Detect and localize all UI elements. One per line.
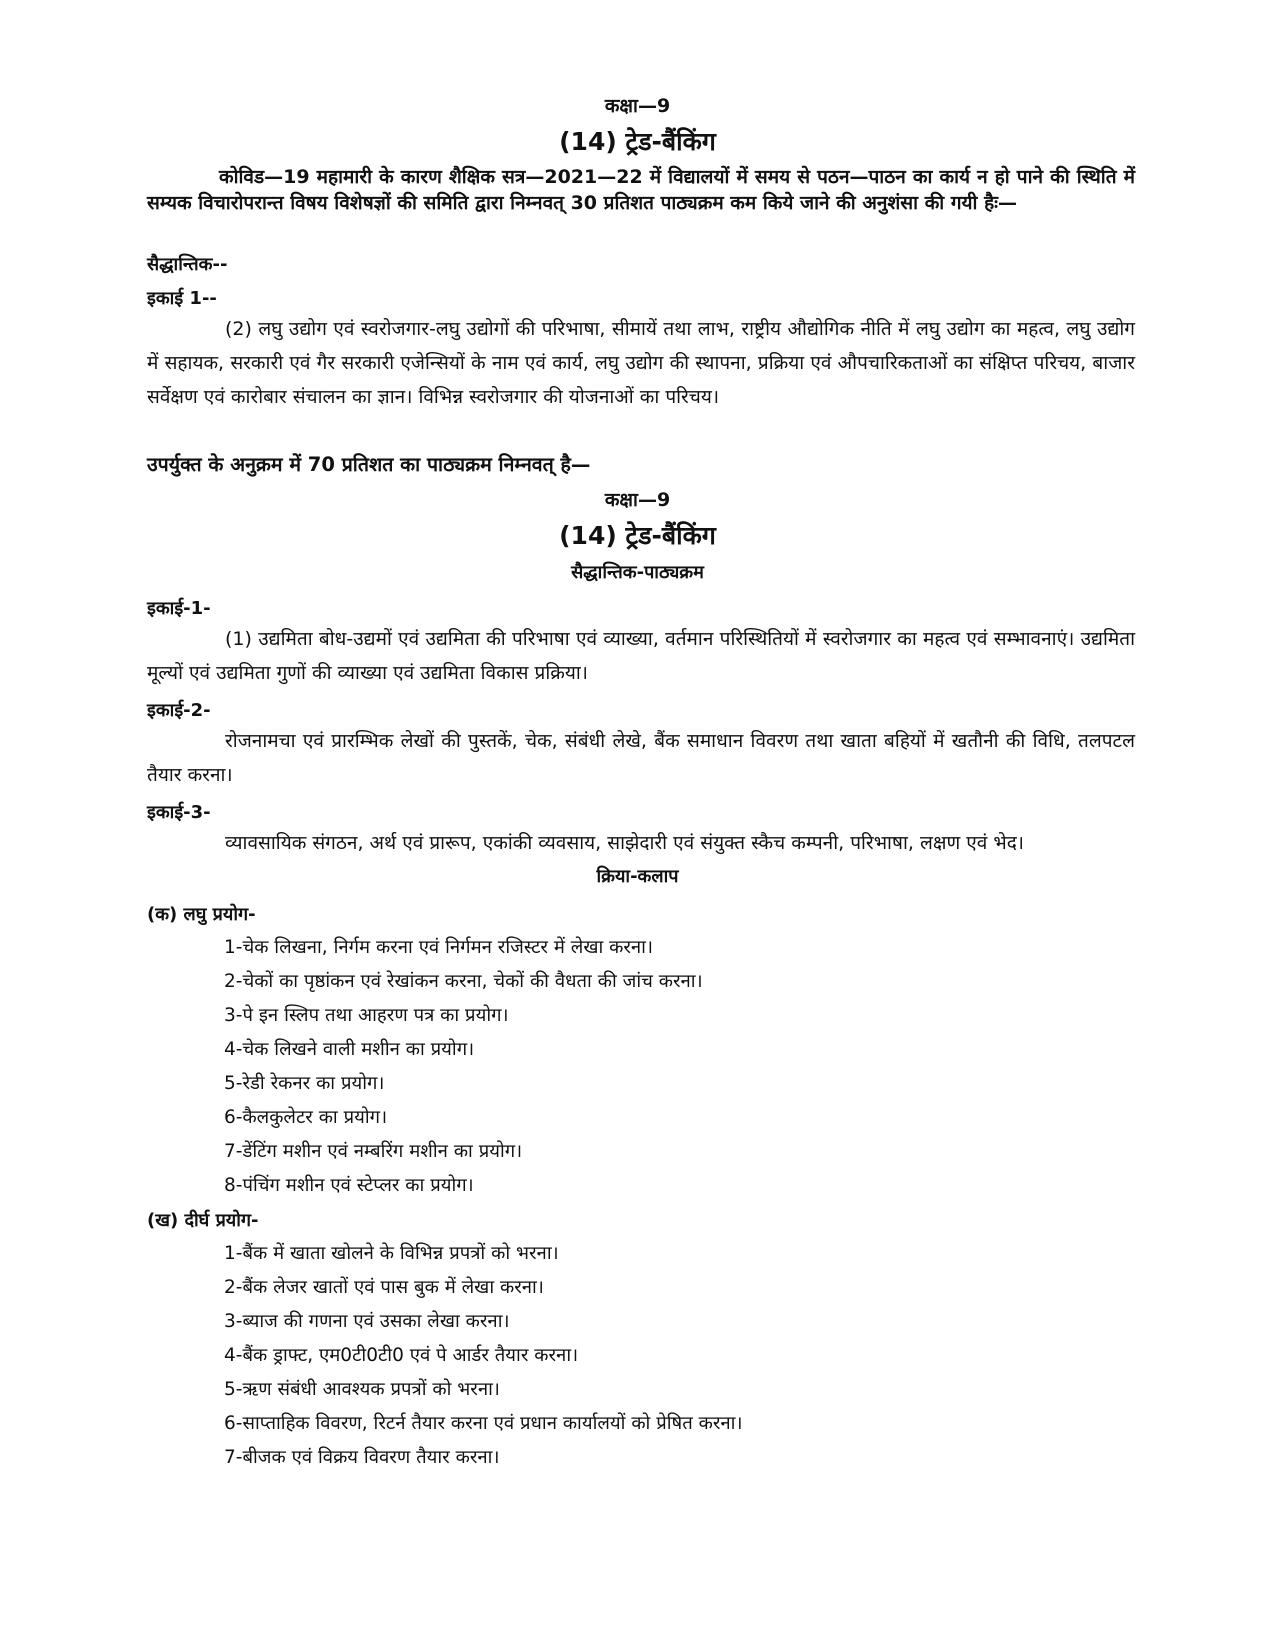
short-item: 5-रेडी रेकनर का प्रयोग।: [224, 1073, 385, 1094]
long-item: 2-बैंक लेजर खातों एवं पास बुक में लेखा करना।: [224, 1277, 544, 1298]
long-item: 1-बैंक में खाता खोलने के विभिन्न प्रपत्रों को भरना।: [224, 1243, 559, 1264]
class-heading-2: कक्षा—9: [604, 489, 671, 511]
unit-2-text: रोजनामचा एवं प्रारम्भिक लेखों की पुस्तकें, चेक, संबंधी लेखे, बैंक समाधान विवरण तथा खाता बहियों में खतौनी की विधि, तलपटल तैयार करना।: [147, 730, 1135, 786]
syllabus-heading: सैद्धान्तिक-पाठ्यक्रम: [571, 562, 704, 583]
short-item: 6-कैलकुलेटर का प्रयोग।: [224, 1107, 388, 1128]
trade-title-2: (14) ट्रेड-बैंकिंग: [559, 521, 716, 550]
transition-line: उपर्युक्त के अनुक्रम में 70 प्रतिशत का पाठ्यक्रम निम्नवत् है—: [147, 453, 591, 476]
long-item: 7-बीजक एवं विक्रय विवरण तैयार करना।: [224, 1447, 500, 1468]
trade-title: (14) ट्रेड-बैंकिंग: [559, 127, 716, 156]
short-experiments-label: (क) लघु प्रयोग-: [147, 904, 256, 925]
unit-1-label: इकाई-1-: [147, 598, 211, 619]
long-item: 4-बैंक ड्राफ्ट, एम0टी0टी0 एवं पे आर्डर तैयार करना।: [224, 1345, 579, 1366]
unit-label: इकाई 1--: [147, 288, 217, 309]
unit-paragraph: (2) लघु उद्योग एवं स्वरोजगार-लघु उद्योगों की परिभाषा, सीमायें तथा लाभ, राष्ट्रीय औद्योगिक नीति में लघु उद्योग का महत्व, लघु उद्योग में सहायक, सरकारी एवं गैर सरकारी एजेन्सियों के नाम एवं कार्य, लघु उद्योग की स्थापना, प्रक्रिया एवं औपचारिकताओं का संक्षिप्त परिचय, बाजार सर्वेक्षण एवं कारोबार संचालन का ज्ञान। विभिन्न स्वरोजगार की योजनाओं का परिचय।: [147, 318, 1135, 408]
short-item: 1-चेक लिखना, निर्गम करना एवं निर्गमन रजिस्टर में लेखा करना।: [224, 937, 653, 958]
activities-heading: क्रिया-कलाप: [596, 866, 679, 887]
long-item: 5-ऋण संबंधी आवश्यक प्रपत्रों को भरना।: [224, 1379, 500, 1400]
unit-3-text: व्यावसायिक संगठन, अर्थ एवं प्रारूप, एकांकी व्यवसाय, साझेदारी एवं संयुक्त स्कैच कम्पनी, परिभाषा, लक्षण एवं भेद।: [225, 832, 1024, 854]
intro-paragraph: कोविड—19 महामारी के कारण शैक्षिक सत्र—2021—22 में विद्यालयों में समय से पठन—पाठन का कार्य न हो पाने की स्थिति में सम्यक विचारोपरान्त विषय विशेषज्ञों की समिति द्वारा निम्नवत् 30 प्रतिशत पाठ्यक्रम कम किये जाने की अनुशंसा की गयी हैः—: [147, 166, 1135, 214]
unit-1-text: (1) उद्यमिता बोध-उद्यमों एवं उद्यमिता की परिभाषा एवं व्याख्या, वर्तमान परिस्थितियों में स्वरोजगार का महत्व एवं सम्भावनाएं। उद्यमिता मूल्यों एवं उद्यमिता गुणों की व्याख्या एवं उद्यमिता विकास प्रक्रिया।: [147, 628, 1135, 684]
unit-3-label: इकाई-3-: [147, 802, 211, 823]
unit-2-label: इकाई-2-: [147, 700, 211, 721]
short-item: 7-डेंटिंग मशीन एवं नम्बरिंग मशीन का प्रयोग।: [224, 1141, 523, 1162]
class-heading: कक्षा—9: [604, 95, 671, 117]
short-item: 8-पंचिंग मशीन एवं स्टेप्लर का प्रयोग।: [224, 1175, 474, 1196]
theory-label: सैद्धान्तिक--: [147, 254, 228, 275]
long-item: 6-साप्ताहिक विवरण, रिटर्न तैयार करना एवं प्रधान कार्यालयों को प्रेषित करना।: [224, 1413, 743, 1434]
short-item: 3-पे इन स्लिप तथा आहरण पत्र का प्रयोग।: [224, 1005, 509, 1026]
long-experiments-label: (ख) दीर्घ प्रयोग-: [147, 1210, 259, 1231]
long-item: 3-ब्याज की गणना एवं उसका लेखा करना।: [224, 1311, 510, 1332]
short-item: 2-चेकों का पृष्ठांकन एवं रेखांकन करना, चेकों की वैधता की जांच करना।: [224, 971, 703, 992]
short-item: 4-चेक लिखने वाली मशीन का प्रयोग।: [224, 1039, 475, 1060]
